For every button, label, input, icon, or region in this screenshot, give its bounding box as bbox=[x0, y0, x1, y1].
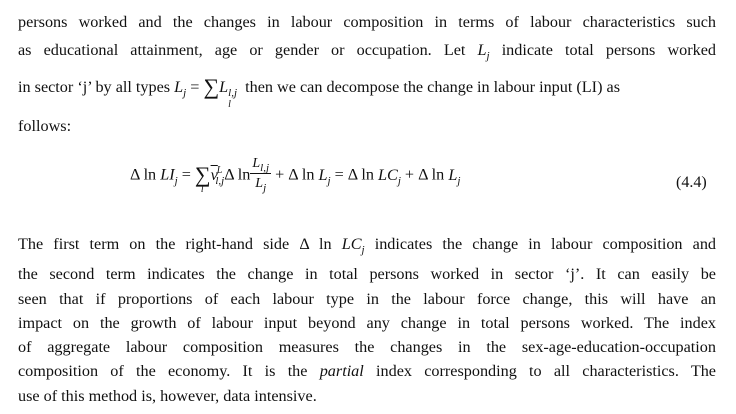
text-line-9: of aggregate labour composition measures the changes in the sex-age-education-occupation bbox=[18, 338, 716, 356]
text-line-4: follows: bbox=[18, 117, 72, 135]
text-line-10 bbox=[18, 363, 716, 379]
text-fragment: indicate total persons worked bbox=[501, 41, 717, 59]
text-fragment: composition of the economy. It is the bbox=[18, 362, 308, 380]
text-line-1: persons worked and the changes in labour composition in terms of labour characteristics such bbox=[18, 13, 716, 31]
math-delta-lc: Δ $\ln LC_j$ bbox=[299, 235, 365, 256]
math-L: $L_j$ bbox=[477, 41, 490, 62]
text-fragment: in sector ‘j’ by all types bbox=[18, 78, 171, 96]
fraction: $\frac{L_{l,j}}{L_j}$ bbox=[252, 156, 270, 194]
text-line-7: seen that if proportions of each labour type in the labour force change, this will have an bbox=[18, 290, 716, 308]
text-line-5 bbox=[18, 235, 717, 256]
text-fragment: indicates the change in labour composition and bbox=[374, 235, 717, 253]
text-fragment: as educational attainment, age or gender or occupation. Let bbox=[18, 41, 466, 59]
text-line-3 bbox=[18, 74, 716, 110]
text-fragment-italic: partial bbox=[319, 362, 364, 380]
text-fragment: index corresponding to all characteristics. The bbox=[376, 362, 716, 380]
text-line-6: the second term indicates the change in total persons worked in sector ‘j’. It can easily be bbox=[18, 265, 716, 283]
text-fragment: The first term on the right-hand side bbox=[18, 235, 290, 253]
equation-number: (4.4) bbox=[676, 174, 707, 191]
text-fragment: then we can decompose the change in labour input (LI) as bbox=[245, 78, 620, 96]
math-sum-definition: $L_j$ = ∑ l $L_{l,j}$ bbox=[174, 74, 238, 110]
text-line-11: use of this method is, however, data intensive. bbox=[18, 387, 317, 405]
equation-4-4: Δ $\ln LI_j$ = ∑ l $\overline{v}^L_{l,j}\Delta$ ln $\frac{L_{l,j}}{L_j}$ + Δ $\ln L_j = \Delta$ $\ln LC_j + \Delta$ $\ln L_j$ bbox=[130, 156, 461, 195]
text-line-8: impact on the growth of labour input beyond any change in total persons worked. The index bbox=[18, 314, 716, 332]
text-line-2 bbox=[18, 41, 717, 62]
